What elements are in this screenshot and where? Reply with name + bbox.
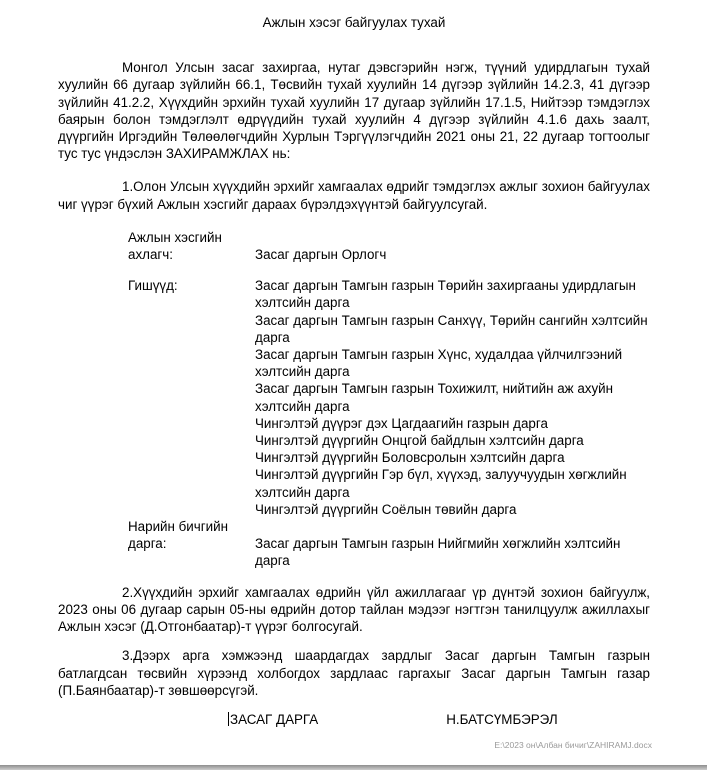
- roster-row-member: [128, 380, 650, 414]
- leader-label-line-1: Ажлын хэсгийн: [128, 229, 222, 245]
- roster-row-member: [128, 415, 650, 432]
- signature-role: ЗАСАГ ДАРГА: [230, 711, 319, 727]
- article-2-paragraph: 2.Хүүхдийн эрхийг хамгаалах өдрийн үйл ажиллагааг үр дүнтэй зохион байгуулж, 2023 оны 06 дугаар сарын 05-ны өдрийн дотор тайлан мэдээг нэгтгэн танилцуулж ажиллахыг Ажлын хэсэг (Д.Отгонбаатар)-т үүрэг болгосугай.: [58, 584, 650, 635]
- member-value: Чингэлтэй дүүргийн Онцгой байдлын хэлтсийн дарга: [255, 433, 584, 449]
- roster-row-member: [128, 346, 650, 380]
- roster-row-member: [128, 277, 650, 311]
- secretary-label-line-1: Нарийн бичгийн: [128, 519, 229, 535]
- roster-row-member: [128, 449, 650, 466]
- roster-row-member: [128, 501, 650, 518]
- roster-spacer: [128, 263, 650, 277]
- roster-row-member: [128, 312, 650, 346]
- member-value: Чингэлтэй дүүргийн Боловсролын хэлтсийн дарга: [255, 450, 565, 466]
- members-label-empty: [128, 449, 255, 466]
- signature-name: Н.БАТСҮМБЭРЭЛ: [446, 711, 558, 727]
- text-cursor: [228, 712, 229, 726]
- window-bottom-bar: [0, 765, 707, 770]
- roster-row-member: [128, 466, 650, 500]
- article-3-paragraph: 3.Дээрх арга хэмжээнд шаардагдах зардлыг Засаг даргын Тамгын газрын батлагдсан төсвийн хүрээнд холбогдох зардлаас гаргахыг Засаг даргын Тамгын газар (П.Баянбаатар)-т зөвшөөрсүгэй.: [58, 648, 650, 698]
- member-value: Чингэлтэй дүүргийн Гэр бүл, хүүхэд, залуучуудын хөгжлийн хэлтсийн дарга: [255, 467, 627, 500]
- secretary-value: Засаг даргын Тамгын газрын Нийгмийн хөгжлийн хэлтсийн дарга: [255, 536, 621, 569]
- members-label-empty: [128, 501, 255, 518]
- members-label-empty: [128, 415, 255, 432]
- member-value: Засаг даргын Тамгын газрын Төрийн захиргааны удирдлагын хэлтсийн дарга: [255, 278, 636, 311]
- member-value: Засаг даргын Тамгын газрын Хүнс, худалдаа үйлчилгээний хэлтсийн дарга: [255, 347, 623, 380]
- members-label-empty: [128, 466, 255, 500]
- member-value: Засаг даргын Тамгын газрын Тохижилт, нийтийн аж ахуйн хэлтсийн дарга: [255, 381, 614, 414]
- document-title: Ажлын хэсэг байгуулах тухай: [262, 15, 446, 30]
- leader-value: Засаг даргын Орлогч: [255, 247, 387, 263]
- footer-file-path: E:\2023 он\Албан бичиг\ZAHIRAMJ.docx: [494, 740, 652, 750]
- roster-row-member: [128, 432, 650, 449]
- secretary-label-line-2: дарга:: [128, 536, 167, 552]
- members-label-empty: [128, 312, 255, 346]
- article-1-paragraph: 1.Олон Улсын хүүхдийн эрхийг хамгаалах өдрийг тэмдэглэх ажлыг зохион байгуулах чиг үүрэг бүхий Ажлын хэсгийг дараах бүрэлдэхүүнтэй байгуулсугай.: [58, 179, 650, 212]
- roster-row-secretary: [128, 535, 650, 569]
- working-group-roster: [58, 229, 650, 570]
- members-label-empty: [128, 432, 255, 449]
- members-label-empty: [128, 346, 255, 380]
- member-value: Чингэлтэй дүүргийн Соёлын төвийн дарга: [255, 501, 517, 517]
- member-value: Засаг даргын Тамгын газрын Санхүү, Төрийн сангийн хэлтсийн дарга: [255, 312, 648, 345]
- roster-row-leader-label: [128, 229, 650, 246]
- leader-label-line-2: ахлагч:: [128, 247, 173, 263]
- roster-row-secretary-label: [128, 518, 650, 535]
- preamble-paragraph: Монгол Улсын засаг захиргаа, нутаг дэвсгэрийн нэгж, түүний удирдлагын тухай хуулийн 66 дугаар зүйлийн 66.1, Төсвийн тухай хуулийн 14 дүгээр зүйлийн 14.2.3, 41 дүгээр зүйлийн 41.2.2, Хүүхдийн эрхийн тухай хуулийн 17 дугаар зүйлийн 17.1.5, Нийтээр тэмдэглэх баярын болон тэмдэглэлт өдрүүдийн тухай хуулийн 4 дүгээр зүйлийн 4.1.6 дахь заалт, дүүргийн Иргэдийн Төлөөлөгчдийн Хурлын Тэргүүлэгчдийн 2021 оны 21, 22 дугаар тогтоолыг тус тус үндэслэн ЗАХИРАМЖЛАХ нь:: [58, 60, 650, 162]
- members-label-empty: [128, 380, 255, 414]
- signature-row: [58, 711, 650, 728]
- roster-row-leader: [128, 246, 650, 263]
- member-value: Чингэлтэй дүүрэг дэх Цагдаагийн газрын дарга: [255, 415, 548, 431]
- members-label: Гишүүд:: [128, 278, 178, 294]
